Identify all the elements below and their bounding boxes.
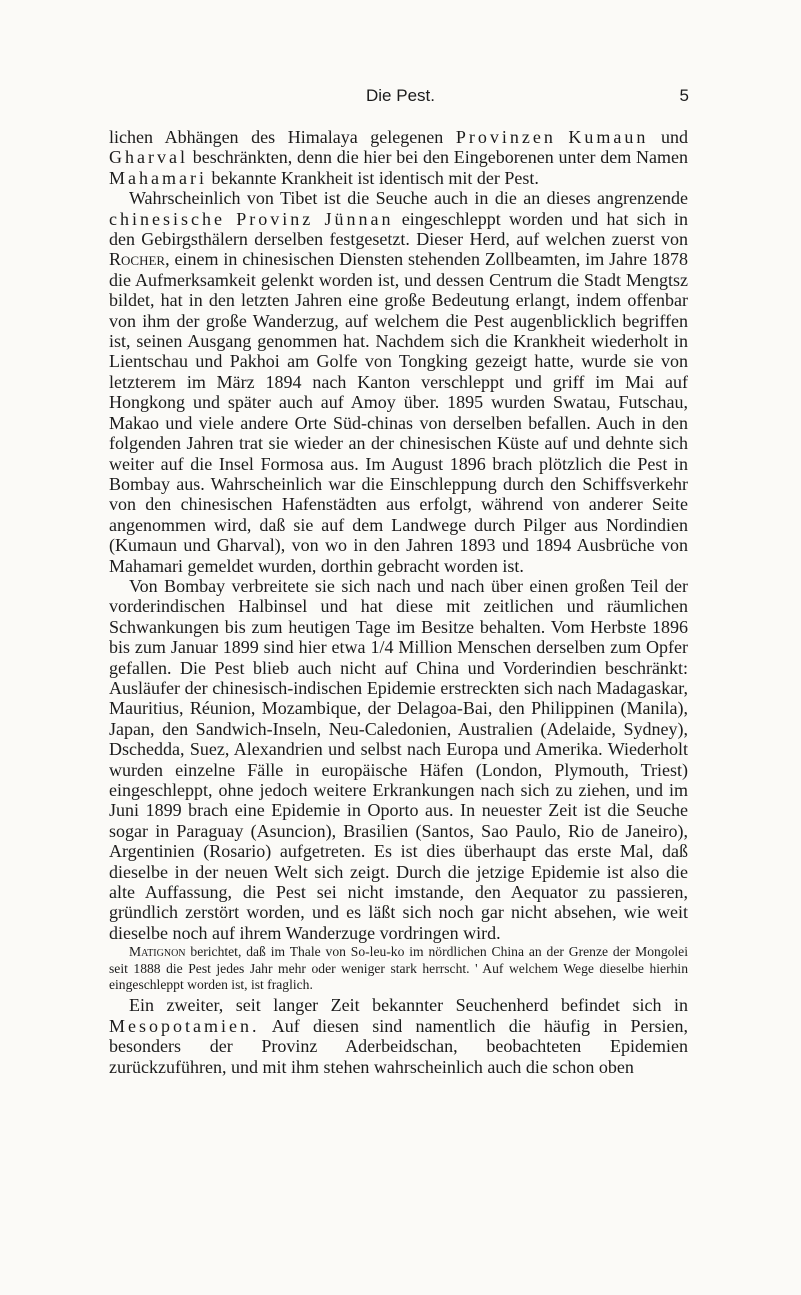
author-name: Rocher [109, 249, 166, 270]
paragraph: Von Bombay verbreitete sie sich nach und nach über einen großen Teil der vorderindischen Halbinsel und hat diese mit zeitlichen und räumlichen Schwankungen bis zum heutigen Tage im Besitze behalten. Vom Herbste 1896 bis zum Januar 1899 sind hier etwa 1/4 Million Menschen derselben zum Opfer gefallen. Die Pest blieb auch nicht auf China und Vorderindien beschränkt: Ausläufer der chinesisch-indischen Epidemie erstreckten sich nach Madagaskar, Mauritius, Réunion, Mozambique, der Delagoa-Bai, den Philippinen (Manila), Japan, den Sandwich-Inseln, Neu-Caledonien, Australien (Adelaide, Sydney), Dschedda, Suez, Alexandrien und selbst nach Europa und Amerika. Wiederholt wurden einzelne Fälle in europäische Häfen (London, Plymouth, Triest) eingeschleppt, ohne jedoch weitere Erkrankungen nach sich zu ziehen, und im Juni 1899 brach eine Epidemie in Oporto aus. In neuester Zeit ist die Seuche sogar in Paraguay (Asuncion), Brasilien (Santos, Sao Paulo, Rio de Janeiro), Argentinien (Rosario) aufgetreten. Es ist dies überhaupt das erste Mal, daß dieselbe in der neuen Welt sich zeigt. Durch die jetzige Epidemie ist also die alte Auffassung, die Pest sei nicht imstande, den Aequator zu passieren, gründlich zerstört worden, und es läßt sich noch gar nicht absehen, wie weit dieselbe noch auf ihrem Wanderzuge vordringen wird. [109, 575, 689, 943]
paragraph: Ein zweiter, seit langer Zeit bekannter Seuchenherd befindet sich in Mesopotamien. Auf diesen sind namentlich die häufig in Persien, besonders der Provinz Aderbeidschan, beobachteten Epidemien zurückzuführen, und mit ihm stehen wahrscheinlich auch die schon oben [109, 995, 688, 1077]
spaced-term: Gharval [109, 147, 188, 168]
paragraph: lichen Abhängen des Himalaya gelegenen Provinzen Kumaun und Gharval beschränkten, denn die hier bei den Eingeborenen unter dem Namen Mahamari bekannte Krankheit ist identisch mit der Pest. [109, 127, 689, 188]
spaced-term: Mahamari [109, 167, 207, 188]
paragraph: Wahrscheinlich von Tibet ist die Seuche auch in die an dieses angrenzende chinesische Provinz Jünnan eingeschleppt worden und hat sich in den Gebirgsthälern derselben festgesetzt. Dieser Herd, auf welchen zuerst von Rocher, einem in chinesischen Diensten stehenden Zollbeamten, im Jahre 1878 die Aufmerksamkeit gelenkt worden ist, und dessen Centrum die Stadt Mengtsz bildet, hat in den letzten Jahren eine große Bedeutung erlangt, indem offenbar von ihm der große Wanderzug, auf welchem die Pest augenblicklich begriffen ist, seinen Ausgang genommen hat. Nachdem sich die Krankheit wiederholt in Lientschau und Pakhoi am Golfe von Tongking gezeigt hatte, wurde sie von letzterem im März 1894 nach Kanton verschleppt und griff im Mai auf Hongkong und später auch auf Amoy über. 1895 wurden Swatau, Futschau, Makao und viele andere Orte Süd-chinas von derselben befallen. Auch in den folgenden Jahren trat sie wieder an der chinesischen Küste auf und dehnte sich weiter auf die Insel Formosa aus. Im August 1896 brach plötzlich die Pest in Bombay aus. Wahrscheinlich war die Einschleppung durch den Schiffsverkehr von den chinesischen Hafenstädten aus erfolgt, während von anderer Seite angenommen wird, daß sie auf dem Landwege durch Pilger aus Nordindien (Kumaun und Gharval), von wo in den Jahren 1893 und 1894 Ausbrüche von Mahamari gemeldet wurden, dorthin gebracht worden ist. [109, 188, 688, 576]
spaced-term: Provinzen [455, 127, 556, 147]
spaced-term: Kumaun [568, 127, 649, 147]
author-name: Matignon [129, 944, 186, 960]
spaced-term: Mesopotamien. [109, 1015, 260, 1036]
small-print-note: Matignon berichtet, daß im Thale von So-leu-ko im nördlichen China an der Grenze der Mongolei seit 1888 die Pest jedes Jahr mehr oder weniger stark herrscht. ' Auf welchem Wege dieselbe hierhin eingeschleppt worden ist, ist fraglich. [109, 944, 688, 993]
body-text [109, 127, 688, 1077]
running-title: Die Pest. [366, 86, 435, 105]
fraction: 1/4 [370, 637, 394, 658]
spaced-term: chinesische Provinz Jünnan [109, 208, 394, 229]
page-number: 5 [679, 86, 689, 105]
